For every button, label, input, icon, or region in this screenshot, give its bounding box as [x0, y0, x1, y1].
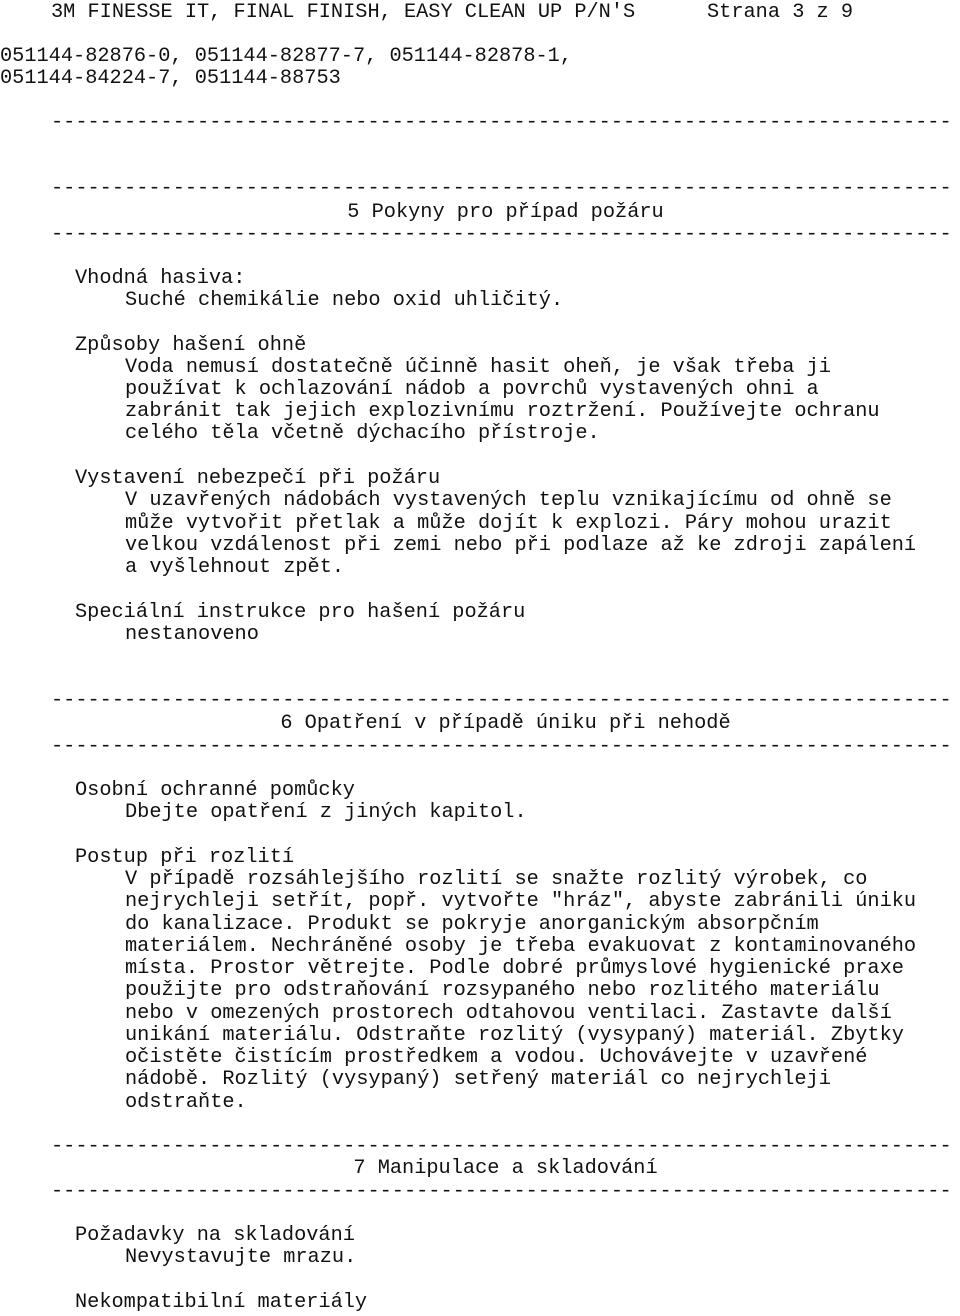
section-7-item-label: Požadavky na skladování — [75, 1224, 355, 1247]
document-title: 3M FINESSE IT, FINAL FINISH, EASY CLEAN UP P/N'S — [51, 1, 636, 24]
section-6-item-text: očistěte čistícím prostředkem a vodou. Uchovávejte v uzavřené — [125, 1046, 868, 1069]
section-6-item-label: Postup při rozlití — [75, 846, 295, 869]
section-5-item-text: V uzavřených nádobách vystavených teplu vznikajícímu od ohně se — [125, 489, 892, 512]
section-6-item-text: použijte pro odstraňování rozsypaného nebo rozlitého materiálu — [125, 979, 880, 1002]
section-5-item-label: Vystavení nebezpečí při požáru — [75, 467, 441, 490]
section-6-item-text: materiálem. Nechráněné osoby je třeba evakuovat z kontaminovaného — [125, 935, 917, 958]
section-5-item-text: a vyšlehnout zpět. — [125, 556, 345, 579]
part-numbers-line-2: 051144-84224-7, 051144-88753 — [0, 67, 341, 90]
section-7-item-text: Nevystavujte mrazu. — [125, 1246, 357, 1269]
divider-rule: -------------------------------------------------------------------------- — [51, 1136, 952, 1158]
section-6-item-text: nebo v omezených prostorech odtahovou ventilaci. Zastavte další — [125, 1002, 892, 1025]
section-7-item-label: Nekompatibilní materiály — [75, 1291, 368, 1314]
section-6-item-text: do kanalizace. Produkt se pokryje anorganickým absorpčním — [125, 913, 819, 936]
section-6-item-label: Osobní ochranné pomůcky — [75, 779, 355, 802]
divider-rule: -------------------------------------------------------------------------- — [51, 178, 952, 200]
section-6-item-text: unikání materiálu. Odstraňte rozlitý (vysypaný) materiál. Zbytky — [125, 1024, 904, 1047]
section-5-heading: 5 Pokyny pro případ požáru — [347, 201, 664, 224]
page-number: Strana 3 z 9 — [707, 1, 854, 24]
section-6-item-text: Dbejte opatření z jiných kapitol. — [125, 801, 527, 824]
section-5-item-text: Voda nemusí dostatečně účinně hasit oheň, je však třeba ji — [125, 356, 831, 379]
section-7-heading: 7 Manipulace a skladování — [353, 1157, 658, 1180]
part-numbers-line-1: 051144-82876-0, 051144-82877-7, 051144-82878-1, — [0, 45, 573, 68]
section-5-item-text: Suché chemikálie nebo oxid uhličitý. — [125, 289, 564, 312]
section-6-heading: 6 Opatření v případě úniku při nehodě — [280, 712, 731, 735]
section-5-item-text: používat k ochlazování nádob a povrchů vystavených ohni a — [125, 378, 819, 401]
section-5-item-label: Způsoby hašení ohně — [75, 334, 307, 357]
section-6-item-text: nádobě. Rozlitý (vysypaný) setřený materiál co nejrychleji — [125, 1068, 831, 1091]
divider-rule: -------------------------------------------------------------------------- — [51, 736, 952, 758]
section-5-item-text: nestanoveno — [125, 623, 259, 646]
section-6-item-text: V případě rozsáhlejšího rozlití se snažte rozlitý výrobek, co — [125, 868, 868, 891]
section-5-item-text: může vytvořit přetlak a může dojít k explozi. Páry mohou urazit — [125, 512, 892, 535]
divider-rule: -------------------------------------------------------------------------- — [51, 112, 952, 134]
section-5-item-text: zabránit tak jejich explozivnímu roztržení. Používejte ochranu — [125, 400, 880, 423]
section-5-item-label: Vhodná hasiva: — [75, 267, 246, 290]
section-5-item-text: celého těla včetně dýchacího přístroje. — [125, 422, 600, 445]
section-5-item-label: Speciální instrukce pro hašení požáru — [75, 601, 526, 624]
section-6-item-text: odstraňte. — [125, 1091, 247, 1114]
divider-rule: -------------------------------------------------------------------------- — [51, 690, 952, 712]
section-6-item-text: nejrychleji setřít, popř. vytvořte "hráz", abyste zabránili úniku — [125, 890, 917, 913]
section-5-item-text: velkou vzdálenost při zemi nebo při podlaze až ke zdroji zapálení — [125, 534, 917, 557]
divider-rule: -------------------------------------------------------------------------- — [51, 1181, 952, 1203]
divider-rule: -------------------------------------------------------------------------- — [51, 224, 952, 246]
section-6-item-text: místa. Prostor větrejte. Podle dobré průmyslové hygienické praxe — [125, 957, 904, 980]
